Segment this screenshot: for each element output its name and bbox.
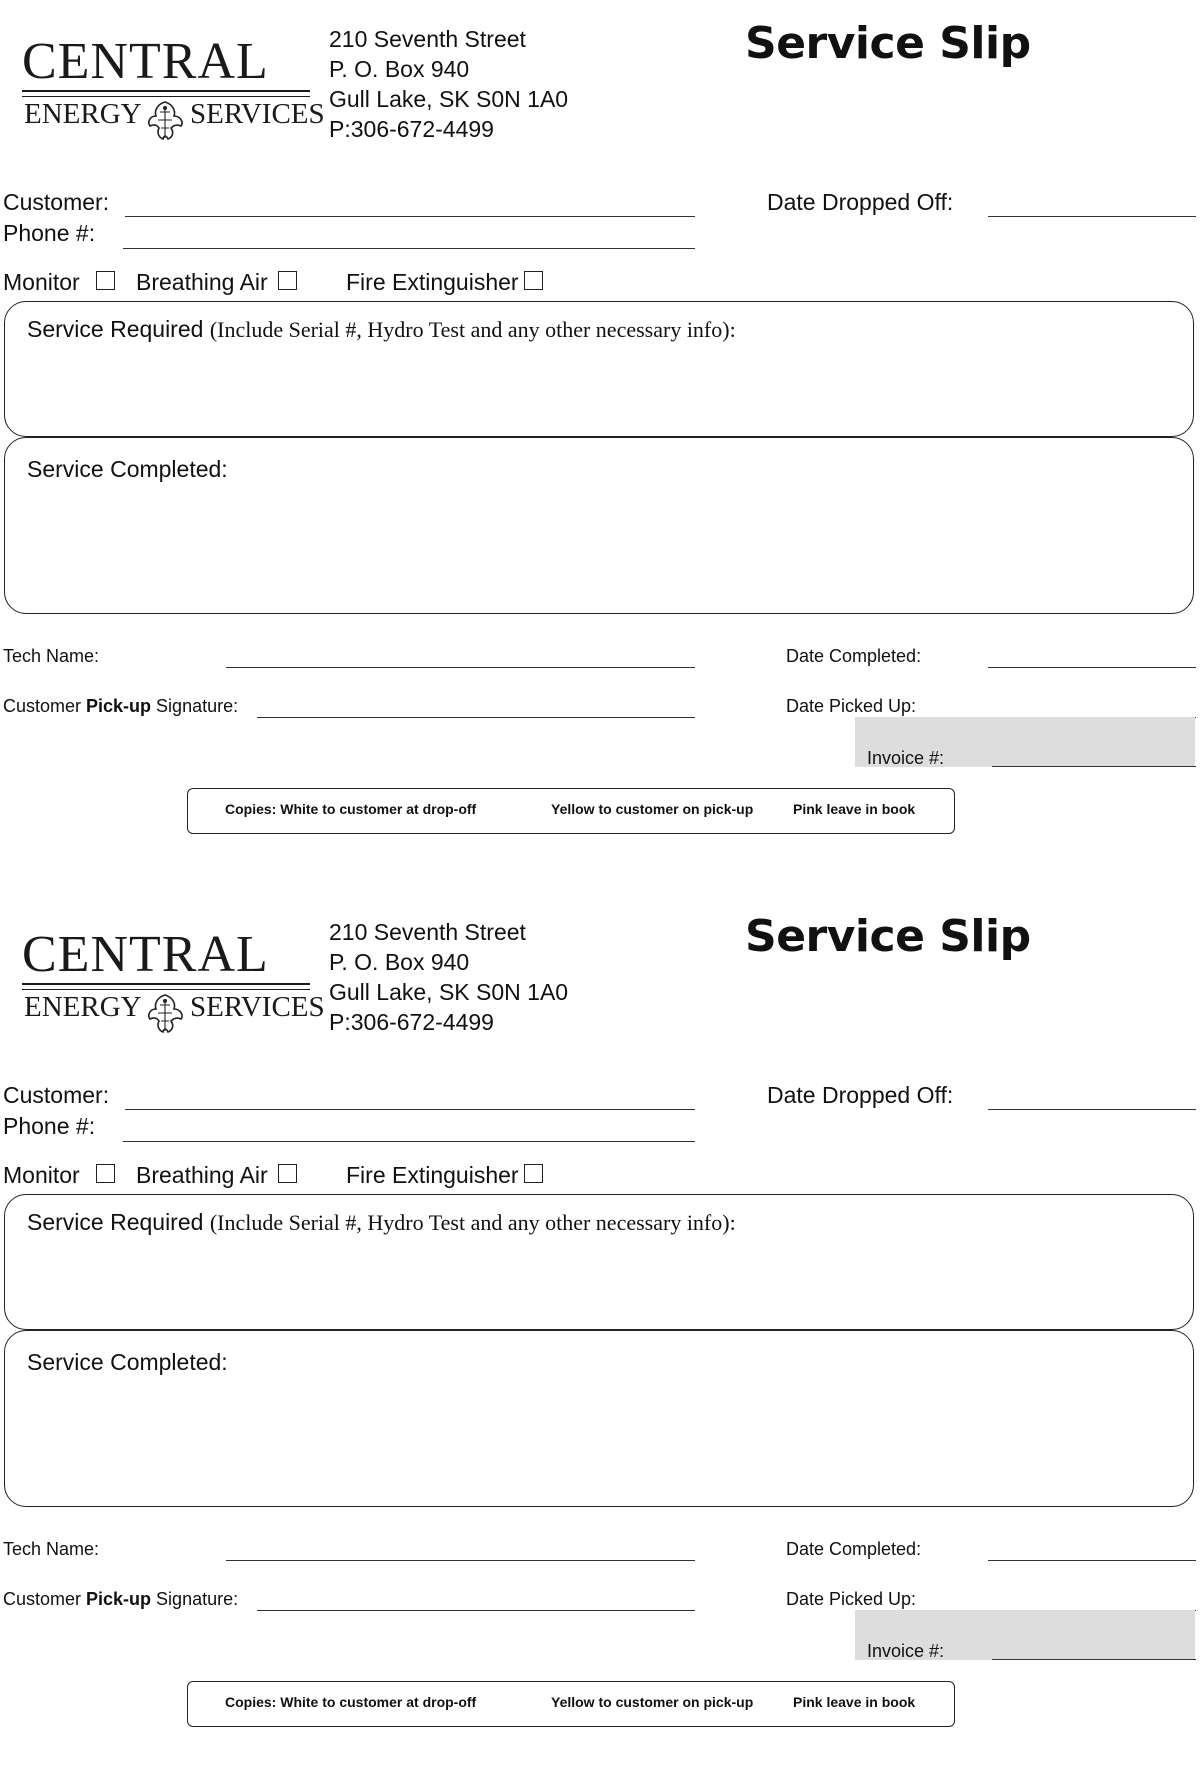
logo-energy-text: ENERGY xyxy=(24,98,142,130)
logo-rule xyxy=(22,90,310,92)
pickup-signature-post: Signature: xyxy=(151,1589,239,1609)
copies-pink: Pink leave in book xyxy=(793,801,916,817)
service-slip-bottom xyxy=(0,893,1200,1773)
customer-label: Customer: xyxy=(3,1082,110,1108)
invoice-field[interactable] xyxy=(992,1659,1196,1660)
date-picked-up-label: Date Picked Up: xyxy=(786,696,917,716)
monitor-checkbox[interactable] xyxy=(96,271,115,290)
phone-label: Phone #: xyxy=(3,220,96,246)
date-dropped-off-field[interactable] xyxy=(988,1109,1196,1110)
service-completed-box[interactable] xyxy=(4,437,1194,614)
service-required-label xyxy=(27,1209,736,1236)
logo-services-text: SERVICES xyxy=(190,991,325,1023)
date-dropped-off-field[interactable] xyxy=(988,216,1196,217)
pickup-signature-bold: Pick-up xyxy=(86,696,152,716)
service-required-label xyxy=(27,316,736,343)
address-po-box: P. O. Box 940 xyxy=(329,56,470,82)
copies-yellow: Yellow to customer on pick-up xyxy=(551,801,754,817)
fire-extinguisher-checkbox[interactable] xyxy=(524,271,543,290)
phone-label: Phone #: xyxy=(3,1113,96,1139)
customer-label: Customer: xyxy=(3,189,110,215)
address-phone: P:306-672-4499 xyxy=(329,116,494,142)
service-completed-box[interactable] xyxy=(4,1330,1194,1507)
logo-central-text: CENTRAL xyxy=(22,926,269,983)
service-required-note: (Include Serial #, Hydro Test and any other necessary info): xyxy=(209,317,736,342)
invoice-field[interactable] xyxy=(992,766,1196,767)
fire-extinguisher-checkbox[interactable] xyxy=(524,1164,543,1183)
logo-energy-text: ENERGY xyxy=(24,991,142,1023)
date-completed-field[interactable] xyxy=(988,667,1196,668)
customer-field[interactable] xyxy=(125,1109,695,1110)
tech-name-label: Tech Name: xyxy=(3,646,100,666)
copies-instructions xyxy=(187,788,955,834)
logo-central-text: CENTRAL xyxy=(22,33,269,90)
date-completed-field[interactable] xyxy=(988,1560,1196,1561)
date-dropped-off-label: Date Dropped Off: xyxy=(767,1082,954,1108)
company-logo xyxy=(22,32,325,142)
service-required-box[interactable] xyxy=(4,301,1194,437)
date-picked-up-label: Date Picked Up: xyxy=(786,1589,917,1609)
address-city: Gull Lake, SK S0N 1A0 xyxy=(329,979,569,1005)
breathing-air-checkbox[interactable] xyxy=(278,1164,297,1183)
invoice-label: Invoice #: xyxy=(867,1641,945,1661)
eagle-emblem-icon xyxy=(144,98,186,142)
phone-field[interactable] xyxy=(123,1141,695,1142)
date-completed-label: Date Completed: xyxy=(786,1539,922,1559)
invoice-label: Invoice #: xyxy=(867,748,945,768)
breathing-air-checkbox[interactable] xyxy=(278,271,297,290)
company-logo xyxy=(22,925,325,1035)
address-city: Gull Lake, SK S0N 1A0 xyxy=(329,86,569,112)
fire-extinguisher-label: Fire Extinguisher xyxy=(346,1162,519,1188)
service-slip-top xyxy=(0,0,1200,880)
copies-white: Copies: White to customer at drop-off xyxy=(225,801,477,817)
pickup-signature-pre: Customer xyxy=(3,696,87,716)
date-completed-label: Date Completed: xyxy=(786,646,922,666)
address-street: 210 Seventh Street xyxy=(329,26,526,52)
service-required-title: Service Required xyxy=(27,1209,210,1235)
copies-instructions xyxy=(187,1681,955,1727)
service-required-title: Service Required xyxy=(27,316,210,342)
pickup-signature-bold: Pick-up xyxy=(86,1589,152,1609)
service-required-box[interactable] xyxy=(4,1194,1194,1330)
slip-title: Service Slip xyxy=(745,18,1031,69)
logo-rule xyxy=(22,983,310,985)
company-address xyxy=(329,917,568,1037)
tech-name-label: Tech Name: xyxy=(3,1539,100,1559)
copies-pink: Pink leave in book xyxy=(793,1694,916,1710)
pickup-signature-pre: Customer xyxy=(3,1589,87,1609)
pickup-signature-post: Signature: xyxy=(151,696,239,716)
copies-white: Copies: White to customer at drop-off xyxy=(225,1694,477,1710)
address-phone: P:306-672-4499 xyxy=(329,1009,494,1035)
breathing-air-label: Breathing Air xyxy=(136,1162,268,1188)
tech-name-field[interactable] xyxy=(226,667,695,668)
fire-extinguisher-label: Fire Extinguisher xyxy=(346,269,519,295)
address-street: 210 Seventh Street xyxy=(329,919,526,945)
company-address xyxy=(329,24,568,144)
tech-name-field[interactable] xyxy=(226,1560,695,1561)
pickup-signature-label xyxy=(3,1584,238,1614)
service-completed-label: Service Completed: xyxy=(27,456,228,482)
pickup-signature-label xyxy=(3,691,238,721)
customer-field[interactable] xyxy=(125,216,695,217)
service-completed-label: Service Completed: xyxy=(27,1349,228,1375)
date-dropped-off-label: Date Dropped Off: xyxy=(767,189,954,215)
copies-yellow: Yellow to customer on pick-up xyxy=(551,1694,754,1710)
monitor-label: Monitor xyxy=(3,269,80,295)
pickup-signature-field[interactable] xyxy=(257,717,695,718)
phone-field[interactable] xyxy=(123,248,695,249)
monitor-checkbox[interactable] xyxy=(96,1164,115,1183)
service-required-note: (Include Serial #, Hydro Test and any other necessary info): xyxy=(209,1210,736,1235)
monitor-label: Monitor xyxy=(3,1162,80,1188)
logo-services-text: SERVICES xyxy=(190,98,325,130)
pickup-signature-field[interactable] xyxy=(257,1610,695,1611)
eagle-emblem-icon xyxy=(144,991,186,1035)
slip-title: Service Slip xyxy=(745,911,1031,962)
breathing-air-label: Breathing Air xyxy=(136,269,268,295)
address-po-box: P. O. Box 940 xyxy=(329,949,470,975)
